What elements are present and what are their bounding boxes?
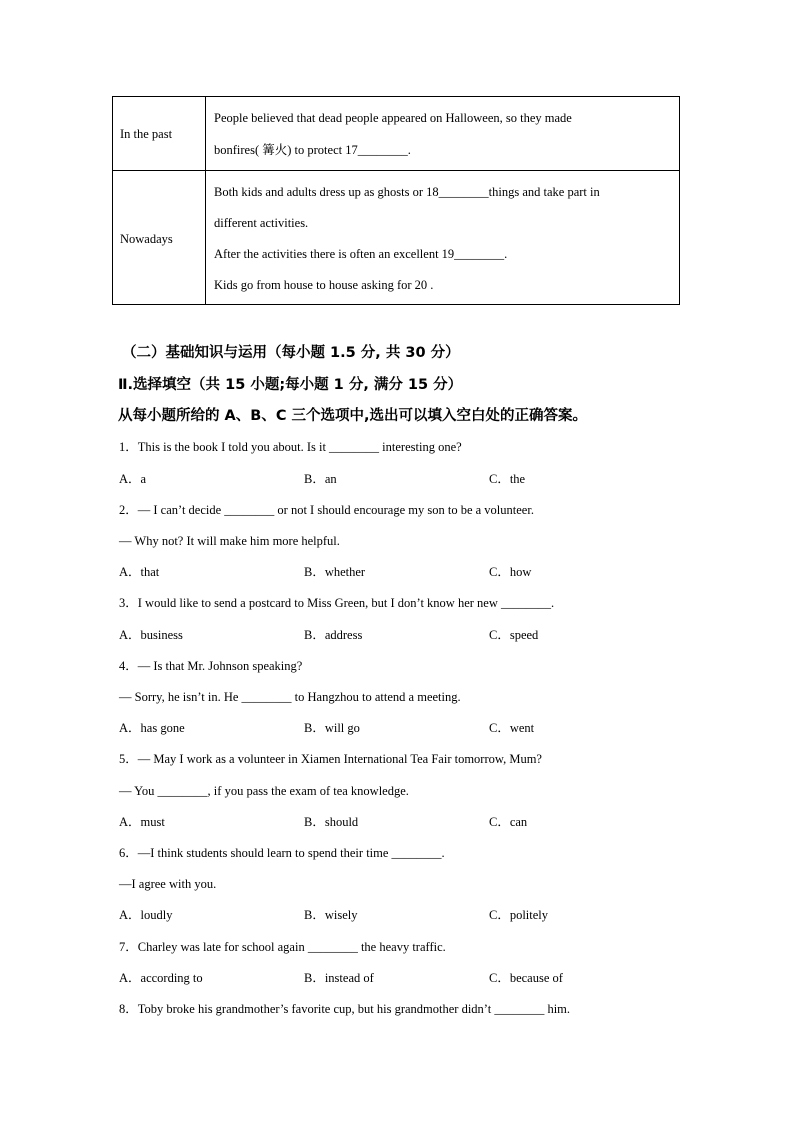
question-6-option-a[interactable]: A．loudly	[119, 908, 173, 922]
question-6-stem: 6．—I think students should learn to spend their time ________.	[119, 846, 445, 860]
question-5-option-b[interactable]: B．should	[304, 815, 359, 829]
question-5-option-a[interactable]: A．must	[119, 815, 165, 829]
question-2-dialogue: — Why not? It will make him more helpful.	[119, 534, 340, 548]
table-cell-line: People believed that dead people appeared on Halloween, so they made	[214, 111, 572, 125]
section-instruction: 从每小题所给的 A、B、C 三个选项中,选出可以填入空白处的正确答案。	[118, 408, 588, 424]
question-5-option-c[interactable]: C．can	[489, 815, 528, 829]
section-subtitle: Ⅱ.选择填空（共 15 小题;每小题 1 分, 满分 15 分）	[118, 377, 463, 393]
question-1-option-b[interactable]: B．an	[304, 472, 337, 486]
question-7-option-c[interactable]: C．because of	[489, 971, 563, 985]
question-3-option-b[interactable]: B．address	[304, 628, 363, 642]
table-cell-line: Kids go from house to house asking for 20 .	[214, 278, 434, 292]
table-row-divider	[113, 170, 679, 171]
question-6-option-c[interactable]: C．politely	[489, 908, 549, 922]
table-column-divider	[205, 97, 206, 304]
question-5-stem: 5．— May I work as a volunteer in Xiamen International Tea Fair tomorrow, Mum?	[119, 752, 542, 766]
question-1-option-a[interactable]: A．a	[119, 472, 147, 486]
question-4-stem: 4．— Is that Mr. Johnson speaking?	[119, 659, 303, 673]
part-title: （二）基础知识与运用（每小题 1.5 分, 共 30 分）	[122, 345, 460, 361]
question-2-option-a[interactable]: A．that	[119, 565, 160, 579]
question-4-option-b[interactable]: B．will go	[304, 721, 360, 735]
table-cell-line: After the activities there is often an excellent 19________.	[214, 247, 508, 261]
question-7-stem: 7．Charley was late for school again ________ the heavy traffic.	[119, 940, 446, 954]
table-cell-line: different activities.	[214, 216, 309, 230]
question-5-dialogue: — You ________, if you pass the exam of tea knowledge.	[119, 784, 409, 798]
question-4-option-c[interactable]: C．went	[489, 721, 535, 735]
question-2-option-c[interactable]: C．how	[489, 565, 532, 579]
question-6-dialogue: —I agree with you.	[119, 877, 217, 891]
table-cell-line: bonfires( 篝火) to protect 17________.	[214, 143, 411, 157]
question-3-stem: 3．I would like to send a postcard to Miss Green, but I don’t know her new ________.	[119, 596, 555, 610]
table-row-label: In the past	[120, 127, 173, 141]
question-7-option-b[interactable]: B．instead of	[304, 971, 374, 985]
question-1-option-c[interactable]: C．the	[489, 472, 526, 486]
question-3-option-c[interactable]: C．speed	[489, 628, 539, 642]
table-row-label: Nowadays	[120, 232, 173, 246]
question-2-stem: 2．— I can’t decide ________ or not I should encourage my son to be a volunteer.	[119, 503, 534, 517]
question-8-stem: 8．Toby broke his grandmother’s favorite cup, but his grandmother didn’t ________ him.	[119, 1002, 571, 1016]
question-3-option-a[interactable]: A．business	[119, 628, 183, 642]
table-cell-line: Both kids and adults dress up as ghosts or 18________things and take part in	[214, 185, 600, 199]
question-1-stem: 1．This is the book I told you about. Is it ________ interesting one?	[119, 440, 462, 454]
question-6-option-b[interactable]: B．wisely	[304, 908, 358, 922]
question-2-option-b[interactable]: B．whether	[304, 565, 366, 579]
info-table	[112, 96, 680, 305]
question-4-option-a[interactable]: A．has gone	[119, 721, 185, 735]
question-7-option-a[interactable]: A．according to	[119, 971, 203, 985]
question-4-dialogue: — Sorry, he isn’t in. He ________ to Hangzhou to attend a meeting.	[119, 690, 461, 704]
